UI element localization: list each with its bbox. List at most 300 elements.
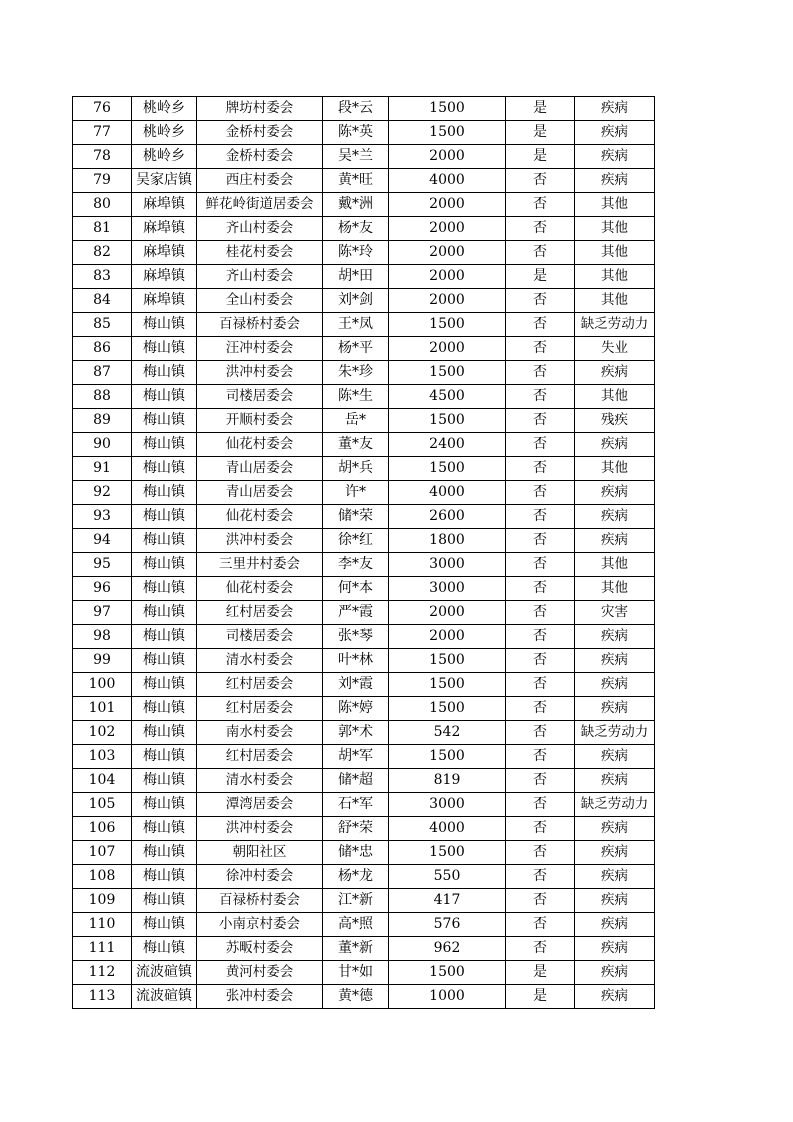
name-cell: 储*忠 xyxy=(323,841,389,865)
amount-cell: 2400 xyxy=(389,433,506,457)
township-cell: 梅山镇 xyxy=(132,409,197,433)
table-row xyxy=(73,313,655,337)
table-body xyxy=(73,97,655,1009)
committee-cell: 徐冲村委会 xyxy=(197,865,323,889)
township-cell: 梅山镇 xyxy=(132,817,197,841)
township-cell: 麻埠镇 xyxy=(132,217,197,241)
committee-cell: 桂花村委会 xyxy=(197,241,323,265)
table-row xyxy=(73,625,655,649)
committee-cell: 青山居委会 xyxy=(197,457,323,481)
name-cell: 杨*友 xyxy=(323,217,389,241)
amount-cell: 2000 xyxy=(389,625,506,649)
amount-cell: 1500 xyxy=(389,121,506,145)
committee-cell: 洪冲村委会 xyxy=(197,361,323,385)
index-cell: 93 xyxy=(73,505,132,529)
amount-cell: 1500 xyxy=(389,841,506,865)
reason-cell: 疾病 xyxy=(575,913,655,937)
township-cell: 桃岭乡 xyxy=(132,121,197,145)
township-cell: 梅山镇 xyxy=(132,457,197,481)
table-row xyxy=(73,889,655,913)
index-cell: 92 xyxy=(73,481,132,505)
flag-cell: 否 xyxy=(506,313,575,337)
committee-cell: 齐山村委会 xyxy=(197,265,323,289)
township-cell: 梅山镇 xyxy=(132,337,197,361)
amount-cell: 3000 xyxy=(389,577,506,601)
committee-cell: 金桥村委会 xyxy=(197,145,323,169)
reason-cell: 其他 xyxy=(575,457,655,481)
flag-cell: 是 xyxy=(506,985,575,1009)
reason-cell: 疾病 xyxy=(575,769,655,793)
township-cell: 梅山镇 xyxy=(132,793,197,817)
committee-cell: 潭湾居委会 xyxy=(197,793,323,817)
committee-cell: 三里井村委会 xyxy=(197,553,323,577)
flag-cell: 否 xyxy=(506,505,575,529)
table-row xyxy=(73,409,655,433)
flag-cell: 是 xyxy=(506,265,575,289)
table-row xyxy=(73,505,655,529)
index-cell: 106 xyxy=(73,817,132,841)
reason-cell: 缺乏劳动力 xyxy=(575,721,655,745)
table-row xyxy=(73,529,655,553)
flag-cell: 否 xyxy=(506,745,575,769)
reason-cell: 失业 xyxy=(575,337,655,361)
township-cell: 麻埠镇 xyxy=(132,193,197,217)
committee-cell: 鲜花岭街道居委会 xyxy=(197,193,323,217)
table-row xyxy=(73,121,655,145)
amount-cell: 417 xyxy=(389,889,506,913)
name-cell: 黄*德 xyxy=(323,985,389,1009)
flag-cell: 否 xyxy=(506,337,575,361)
reason-cell: 其他 xyxy=(575,265,655,289)
reason-cell: 其他 xyxy=(575,553,655,577)
table-row xyxy=(73,673,655,697)
township-cell: 梅山镇 xyxy=(132,841,197,865)
index-cell: 103 xyxy=(73,745,132,769)
township-cell: 梅山镇 xyxy=(132,649,197,673)
flag-cell: 否 xyxy=(506,241,575,265)
index-cell: 94 xyxy=(73,529,132,553)
amount-cell: 550 xyxy=(389,865,506,889)
reason-cell: 疾病 xyxy=(575,985,655,1009)
amount-cell: 1000 xyxy=(389,985,506,1009)
index-cell: 102 xyxy=(73,721,132,745)
township-cell: 梅山镇 xyxy=(132,697,197,721)
name-cell: 陈*婷 xyxy=(323,697,389,721)
township-cell: 梅山镇 xyxy=(132,313,197,337)
reason-cell: 疾病 xyxy=(575,529,655,553)
reason-cell: 疾病 xyxy=(575,481,655,505)
amount-cell: 962 xyxy=(389,937,506,961)
amount-cell: 2000 xyxy=(389,217,506,241)
flag-cell: 否 xyxy=(506,457,575,481)
flag-cell: 否 xyxy=(506,553,575,577)
amount-cell: 1500 xyxy=(389,361,506,385)
name-cell: 刘*霞 xyxy=(323,673,389,697)
amount-cell: 3000 xyxy=(389,553,506,577)
township-cell: 梅山镇 xyxy=(132,625,197,649)
committee-cell: 清水村委会 xyxy=(197,649,323,673)
reason-cell: 疾病 xyxy=(575,697,655,721)
name-cell: 董*新 xyxy=(323,937,389,961)
flag-cell: 否 xyxy=(506,817,575,841)
committee-cell: 朝阳社区 xyxy=(197,841,323,865)
name-cell: 胡*田 xyxy=(323,265,389,289)
amount-cell: 2000 xyxy=(389,289,506,313)
index-cell: 86 xyxy=(73,337,132,361)
index-cell: 109 xyxy=(73,889,132,913)
amount-cell: 1500 xyxy=(389,313,506,337)
table-row xyxy=(73,97,655,121)
committee-cell: 南水村委会 xyxy=(197,721,323,745)
reason-cell: 缺乏劳动力 xyxy=(575,313,655,337)
table-row xyxy=(73,385,655,409)
table-row xyxy=(73,793,655,817)
amount-cell: 4000 xyxy=(389,817,506,841)
amount-cell: 2600 xyxy=(389,505,506,529)
table-row xyxy=(73,817,655,841)
township-cell: 梅山镇 xyxy=(132,577,197,601)
amount-cell: 1500 xyxy=(389,649,506,673)
reason-cell: 疾病 xyxy=(575,649,655,673)
committee-cell: 汪冲村委会 xyxy=(197,337,323,361)
table-row xyxy=(73,361,655,385)
amount-cell: 1800 xyxy=(389,529,506,553)
flag-cell: 否 xyxy=(506,169,575,193)
township-cell: 梅山镇 xyxy=(132,481,197,505)
township-cell: 梅山镇 xyxy=(132,553,197,577)
flag-cell: 否 xyxy=(506,601,575,625)
table-row xyxy=(73,649,655,673)
township-cell: 梅山镇 xyxy=(132,505,197,529)
reason-cell: 疾病 xyxy=(575,841,655,865)
name-cell: 储*荣 xyxy=(323,505,389,529)
table-row xyxy=(73,145,655,169)
amount-cell: 1500 xyxy=(389,457,506,481)
index-cell: 101 xyxy=(73,697,132,721)
committee-cell: 青山居委会 xyxy=(197,481,323,505)
name-cell: 张*琴 xyxy=(323,625,389,649)
flag-cell: 否 xyxy=(506,865,575,889)
reason-cell: 疾病 xyxy=(575,961,655,985)
township-cell: 梅山镇 xyxy=(132,937,197,961)
committee-cell: 仙花村委会 xyxy=(197,433,323,457)
amount-cell: 1500 xyxy=(389,697,506,721)
flag-cell: 否 xyxy=(506,481,575,505)
amount-cell: 2000 xyxy=(389,601,506,625)
committee-cell: 张冲村委会 xyxy=(197,985,323,1009)
name-cell: 胡*军 xyxy=(323,745,389,769)
name-cell: 岳* xyxy=(323,409,389,433)
name-cell: 江*新 xyxy=(323,889,389,913)
reason-cell: 疾病 xyxy=(575,121,655,145)
flag-cell: 否 xyxy=(506,409,575,433)
table-row xyxy=(73,721,655,745)
table-row xyxy=(73,697,655,721)
name-cell: 郭*术 xyxy=(323,721,389,745)
table-row xyxy=(73,265,655,289)
name-cell: 李*友 xyxy=(323,553,389,577)
table-row xyxy=(73,433,655,457)
reason-cell: 疾病 xyxy=(575,97,655,121)
name-cell: 董*友 xyxy=(323,433,389,457)
amount-cell: 1500 xyxy=(389,97,506,121)
name-cell: 石*军 xyxy=(323,793,389,817)
committee-cell: 百禄桥村委会 xyxy=(197,889,323,913)
name-cell: 朱*珍 xyxy=(323,361,389,385)
committee-cell: 小南京村委会 xyxy=(197,913,323,937)
amount-cell: 2000 xyxy=(389,193,506,217)
reason-cell: 残疾 xyxy=(575,409,655,433)
table-row xyxy=(73,457,655,481)
name-cell: 陈*英 xyxy=(323,121,389,145)
amount-cell: 2000 xyxy=(389,337,506,361)
index-cell: 111 xyxy=(73,937,132,961)
table-row xyxy=(73,193,655,217)
reason-cell: 疾病 xyxy=(575,361,655,385)
index-cell: 81 xyxy=(73,217,132,241)
reason-cell: 其他 xyxy=(575,217,655,241)
name-cell: 段*云 xyxy=(323,97,389,121)
committee-cell: 苏畈村委会 xyxy=(197,937,323,961)
committee-cell: 洪冲村委会 xyxy=(197,817,323,841)
flag-cell: 否 xyxy=(506,529,575,553)
township-cell: 梅山镇 xyxy=(132,385,197,409)
amount-cell: 4000 xyxy=(389,169,506,193)
township-cell: 桃岭乡 xyxy=(132,145,197,169)
table-row xyxy=(73,289,655,313)
amount-cell: 1500 xyxy=(389,673,506,697)
flag-cell: 否 xyxy=(506,841,575,865)
name-cell: 徐*红 xyxy=(323,529,389,553)
index-cell: 91 xyxy=(73,457,132,481)
flag-cell: 否 xyxy=(506,769,575,793)
amount-cell: 2000 xyxy=(389,241,506,265)
amount-cell: 3000 xyxy=(389,793,506,817)
reason-cell: 疾病 xyxy=(575,145,655,169)
name-cell: 黄*旺 xyxy=(323,169,389,193)
flag-cell: 否 xyxy=(506,721,575,745)
flag-cell: 否 xyxy=(506,193,575,217)
name-cell: 叶*林 xyxy=(323,649,389,673)
reason-cell: 疾病 xyxy=(575,169,655,193)
name-cell: 舒*荣 xyxy=(323,817,389,841)
committee-cell: 牌坊村委会 xyxy=(197,97,323,121)
flag-cell: 是 xyxy=(506,97,575,121)
township-cell: 麻埠镇 xyxy=(132,289,197,313)
committee-cell: 红村居委会 xyxy=(197,745,323,769)
name-cell: 杨*龙 xyxy=(323,865,389,889)
index-cell: 96 xyxy=(73,577,132,601)
name-cell: 王*凤 xyxy=(323,313,389,337)
index-cell: 110 xyxy=(73,913,132,937)
committee-cell: 红村居委会 xyxy=(197,673,323,697)
index-cell: 76 xyxy=(73,97,132,121)
name-cell: 陈*生 xyxy=(323,385,389,409)
flag-cell: 否 xyxy=(506,697,575,721)
index-cell: 83 xyxy=(73,265,132,289)
reason-cell: 疾病 xyxy=(575,865,655,889)
index-cell: 87 xyxy=(73,361,132,385)
flag-cell: 否 xyxy=(506,913,575,937)
committee-cell: 百禄桥村委会 xyxy=(197,313,323,337)
index-cell: 79 xyxy=(73,169,132,193)
flag-cell: 否 xyxy=(506,361,575,385)
table-row xyxy=(73,481,655,505)
name-cell: 杨*平 xyxy=(323,337,389,361)
committee-cell: 司楼居委会 xyxy=(197,385,323,409)
reason-cell: 疾病 xyxy=(575,889,655,913)
amount-cell: 819 xyxy=(389,769,506,793)
index-cell: 85 xyxy=(73,313,132,337)
reason-cell: 疾病 xyxy=(575,625,655,649)
index-cell: 82 xyxy=(73,241,132,265)
index-cell: 90 xyxy=(73,433,132,457)
table-row xyxy=(73,577,655,601)
amount-cell: 4500 xyxy=(389,385,506,409)
index-cell: 88 xyxy=(73,385,132,409)
name-cell: 胡*兵 xyxy=(323,457,389,481)
index-cell: 89 xyxy=(73,409,132,433)
amount-cell: 1500 xyxy=(389,745,506,769)
flag-cell: 是 xyxy=(506,961,575,985)
flag-cell: 否 xyxy=(506,793,575,817)
committee-cell: 仙花村委会 xyxy=(197,505,323,529)
name-cell: 吴*兰 xyxy=(323,145,389,169)
township-cell: 梅山镇 xyxy=(132,721,197,745)
committee-cell: 全山村委会 xyxy=(197,289,323,313)
name-cell: 陈*玲 xyxy=(323,241,389,265)
flag-cell: 否 xyxy=(506,433,575,457)
table-row xyxy=(73,769,655,793)
table-row xyxy=(73,745,655,769)
index-cell: 80 xyxy=(73,193,132,217)
committee-cell: 红村居委会 xyxy=(197,697,323,721)
table-row xyxy=(73,241,655,265)
name-cell: 戴*洲 xyxy=(323,193,389,217)
reason-cell: 其他 xyxy=(575,385,655,409)
table-row xyxy=(73,337,655,361)
index-cell: 84 xyxy=(73,289,132,313)
index-cell: 97 xyxy=(73,601,132,625)
reason-cell: 疾病 xyxy=(575,505,655,529)
township-cell: 梅山镇 xyxy=(132,361,197,385)
township-cell: 梅山镇 xyxy=(132,745,197,769)
committee-cell: 红村居委会 xyxy=(197,601,323,625)
township-cell: 吴家店镇 xyxy=(132,169,197,193)
flag-cell: 否 xyxy=(506,289,575,313)
reason-cell: 疾病 xyxy=(575,817,655,841)
reason-cell: 疾病 xyxy=(575,937,655,961)
flag-cell: 否 xyxy=(506,577,575,601)
index-cell: 77 xyxy=(73,121,132,145)
table-row xyxy=(73,937,655,961)
index-cell: 104 xyxy=(73,769,132,793)
amount-cell: 4000 xyxy=(389,481,506,505)
index-cell: 113 xyxy=(73,985,132,1009)
table-row xyxy=(73,553,655,577)
township-cell: 梅山镇 xyxy=(132,913,197,937)
index-cell: 78 xyxy=(73,145,132,169)
name-cell: 许* xyxy=(323,481,389,505)
committee-cell: 西庄村委会 xyxy=(197,169,323,193)
reason-cell: 其他 xyxy=(575,289,655,313)
flag-cell: 否 xyxy=(506,937,575,961)
reason-cell: 其他 xyxy=(575,577,655,601)
index-cell: 100 xyxy=(73,673,132,697)
committee-cell: 开顺村委会 xyxy=(197,409,323,433)
township-cell: 麻埠镇 xyxy=(132,265,197,289)
reason-cell: 其他 xyxy=(575,241,655,265)
reason-cell: 疾病 xyxy=(575,745,655,769)
name-cell: 刘*剑 xyxy=(323,289,389,313)
flag-cell: 是 xyxy=(506,121,575,145)
amount-cell: 1500 xyxy=(389,409,506,433)
index-cell: 107 xyxy=(73,841,132,865)
flag-cell: 是 xyxy=(506,145,575,169)
flag-cell: 否 xyxy=(506,649,575,673)
table-row xyxy=(73,169,655,193)
amount-cell: 542 xyxy=(389,721,506,745)
committee-cell: 洪冲村委会 xyxy=(197,529,323,553)
flag-cell: 否 xyxy=(506,385,575,409)
township-cell: 梅山镇 xyxy=(132,769,197,793)
index-cell: 108 xyxy=(73,865,132,889)
flag-cell: 否 xyxy=(506,217,575,241)
table-row xyxy=(73,961,655,985)
amount-cell: 1500 xyxy=(389,961,506,985)
table-row xyxy=(73,913,655,937)
reason-cell: 缺乏劳动力 xyxy=(575,793,655,817)
township-cell: 梅山镇 xyxy=(132,673,197,697)
index-cell: 112 xyxy=(73,961,132,985)
amount-cell: 576 xyxy=(389,913,506,937)
name-cell: 何*本 xyxy=(323,577,389,601)
reason-cell: 疾病 xyxy=(575,433,655,457)
table-row xyxy=(73,841,655,865)
township-cell: 桃岭乡 xyxy=(132,97,197,121)
committee-cell: 清水村委会 xyxy=(197,769,323,793)
township-cell: 流波碹镇 xyxy=(132,961,197,985)
reason-cell: 疾病 xyxy=(575,673,655,697)
township-cell: 梅山镇 xyxy=(132,865,197,889)
committee-cell: 司楼居委会 xyxy=(197,625,323,649)
table-row xyxy=(73,865,655,889)
flag-cell: 否 xyxy=(506,625,575,649)
amount-cell: 2000 xyxy=(389,265,506,289)
committee-cell: 金桥村委会 xyxy=(197,121,323,145)
index-cell: 105 xyxy=(73,793,132,817)
flag-cell: 否 xyxy=(506,889,575,913)
reason-cell: 灾害 xyxy=(575,601,655,625)
name-cell: 严*霞 xyxy=(323,601,389,625)
records-table xyxy=(72,96,655,1009)
township-cell: 梅山镇 xyxy=(132,433,197,457)
amount-cell: 2000 xyxy=(389,145,506,169)
township-cell: 梅山镇 xyxy=(132,889,197,913)
name-cell: 甘*如 xyxy=(323,961,389,985)
township-cell: 梅山镇 xyxy=(132,529,197,553)
table-row xyxy=(73,601,655,625)
township-cell: 流波碹镇 xyxy=(132,985,197,1009)
index-cell: 95 xyxy=(73,553,132,577)
index-cell: 98 xyxy=(73,625,132,649)
table-row xyxy=(73,985,655,1009)
reason-cell: 其他 xyxy=(575,193,655,217)
township-cell: 梅山镇 xyxy=(132,601,197,625)
flag-cell: 否 xyxy=(506,673,575,697)
committee-cell: 齐山村委会 xyxy=(197,217,323,241)
committee-cell: 黄河村委会 xyxy=(197,961,323,985)
